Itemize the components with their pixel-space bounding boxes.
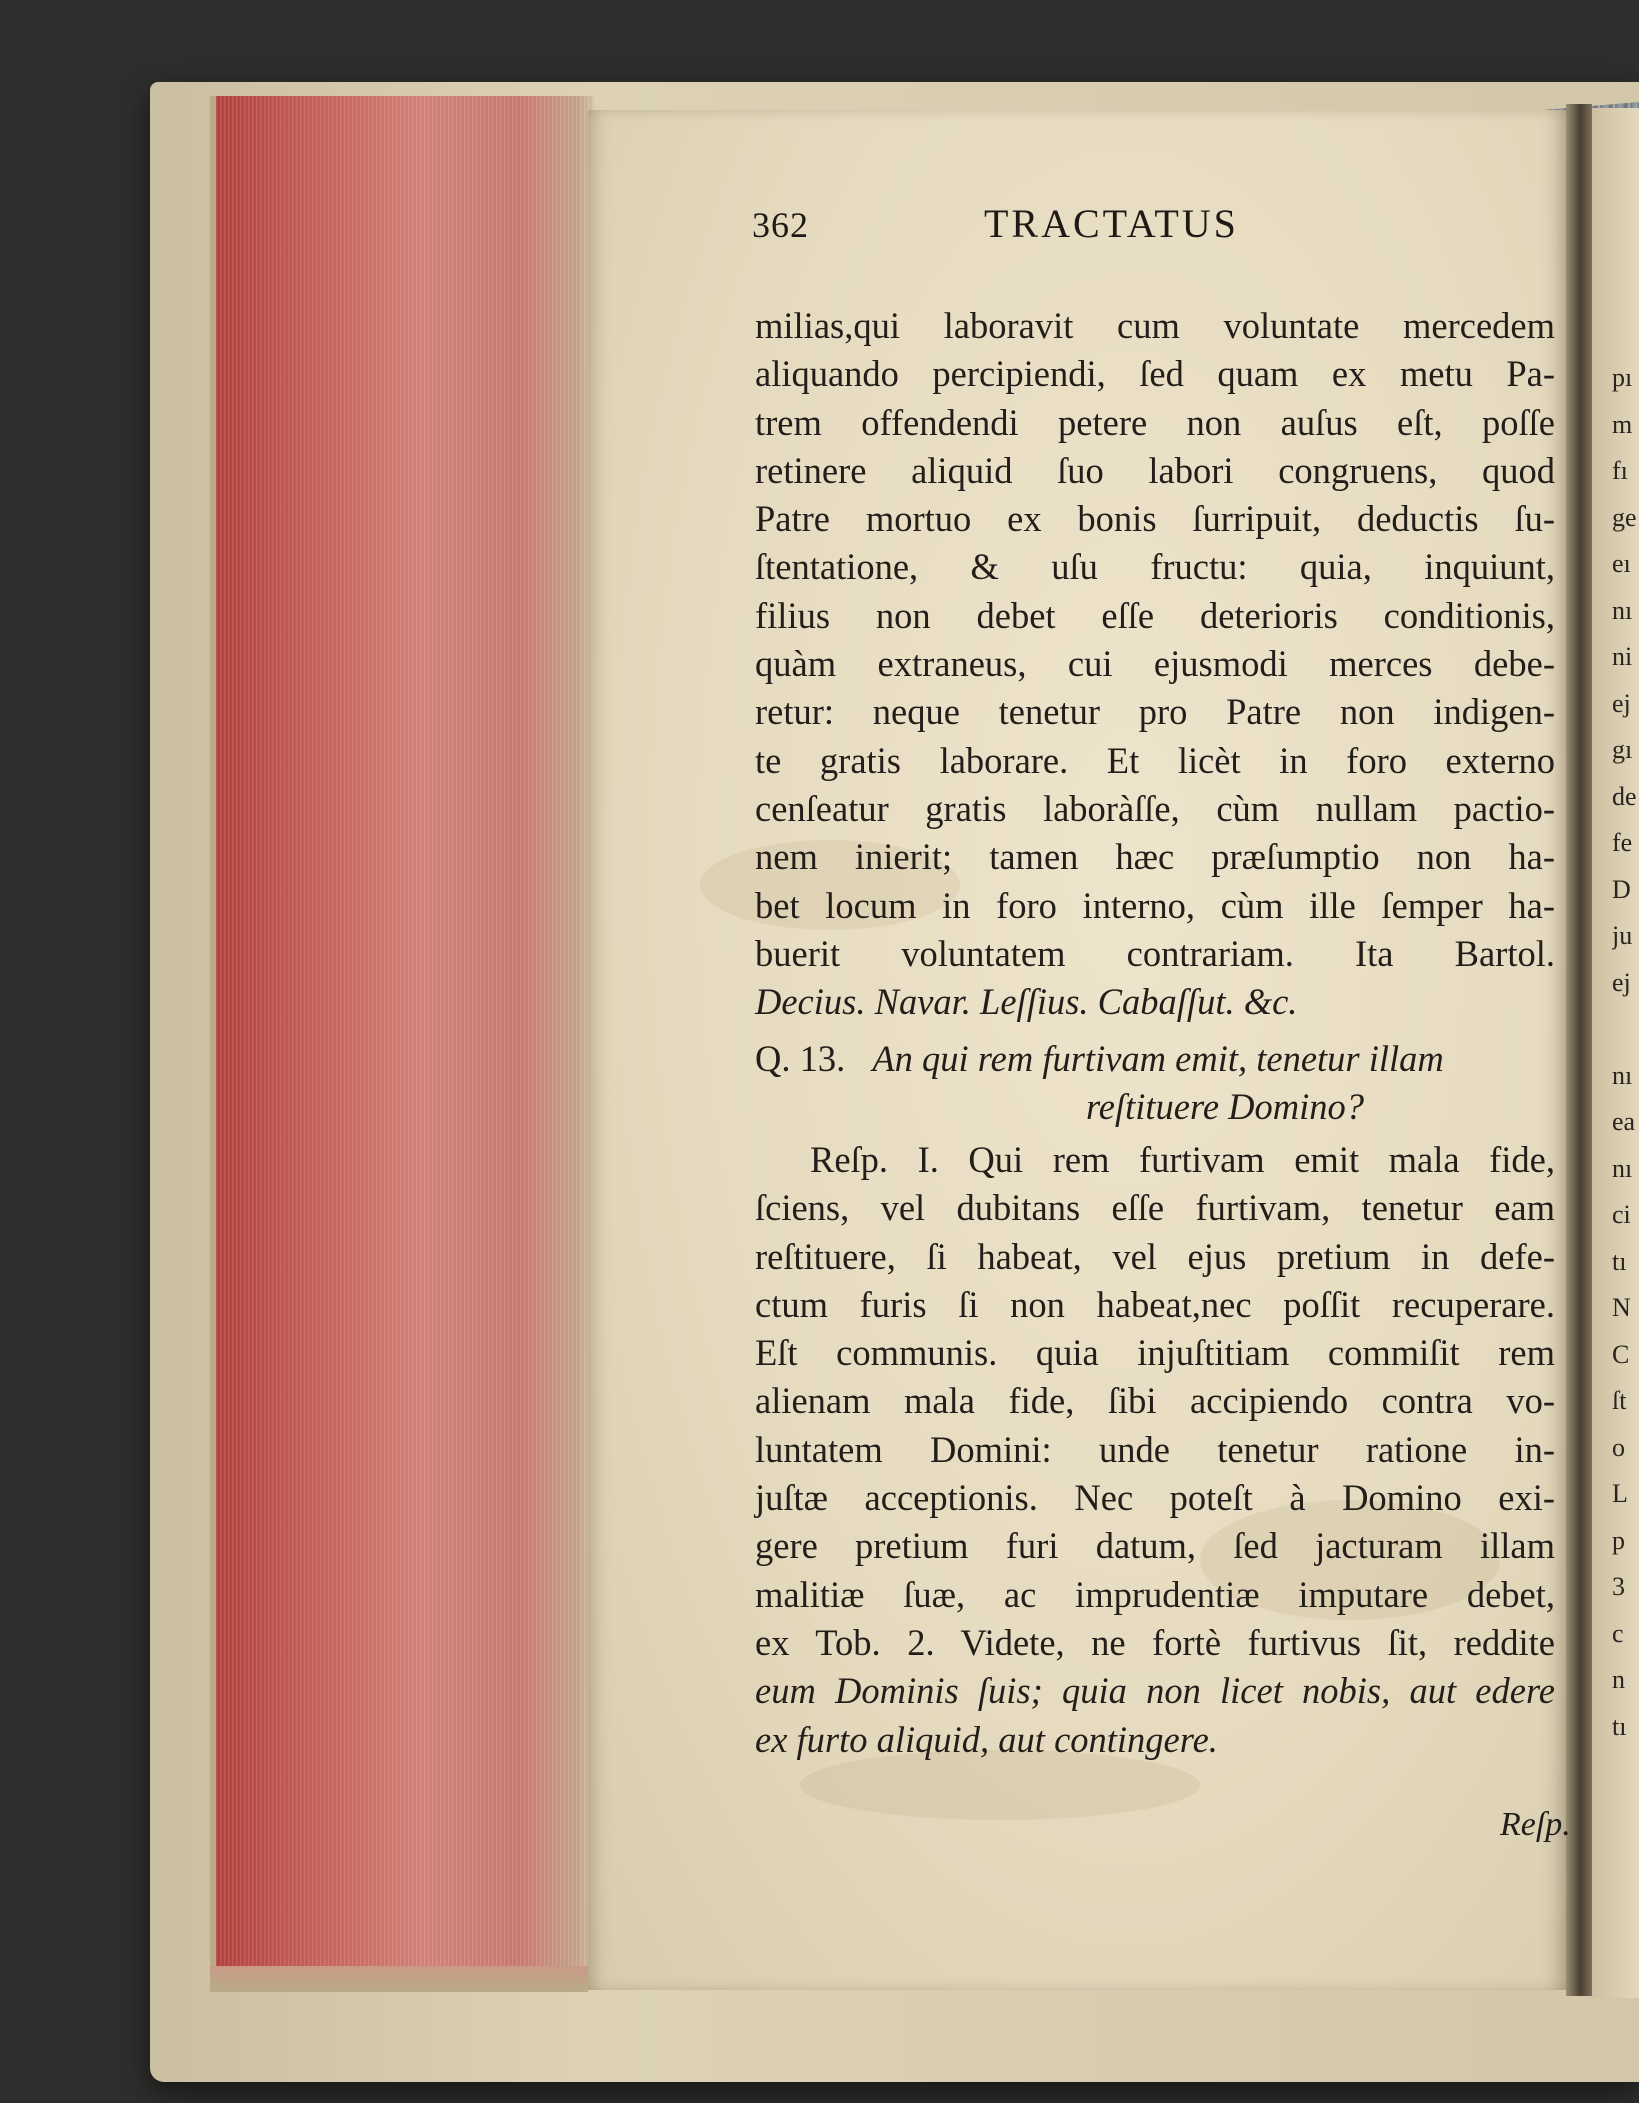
text-line: Eſt communis. quia injuſtitiam commiſit rem [755,1332,1555,1374]
facing-page-line: gı [1612,735,1633,764]
text-line: trem offendendi petere non auſus eſt, poſſe [755,401,1555,443]
text-line: reſtituere, ſi habeat, vel ejus pretium in defe- [755,1235,1555,1277]
text-line: Decius. Navar. Leſſius. Cabaſſut. &c. [755,981,1298,1023]
text-line: Reſp. I. Qui rem furtivam emit mala fide, [810,1139,1555,1180]
text-line: ſtentatione, & uſu fructu: quia, inquiunt, [755,546,1555,588]
facing-page-line: L [1612,1479,1628,1508]
red-fore-edge [210,96,594,1976]
catchword: Reſp. [1500,1806,1571,1843]
text-line: cenſeatur gratis laboràſſe, cùm nullam pactio- [755,787,1555,829]
question-heading [755,1035,1555,1132]
facing-page-line: ge [1612,502,1637,532]
facing-page-line: de [1612,781,1637,811]
facing-page-line: ci [1612,1200,1631,1229]
facing-page-line: c [1612,1618,1624,1648]
text-line: retinere aliquid ſuo labori congruens, quod [755,449,1555,491]
text-line: alienam mala fide, ſibi accipiendo contra vo- [755,1380,1555,1422]
facing-page-line: ea [1612,1107,1636,1136]
text-line: nem inierit; tamen hæc præſumptio non ha- [755,836,1555,878]
facing-page-line: m [1612,409,1633,439]
fore-edge-bottom [210,1966,588,1992]
text-line: eum Dominis ſuis; quia non licet nobis, aut edere [755,1670,1555,1712]
facing-page-line: fı [1612,456,1628,485]
text-line: filius non debet eſſe deterioris conditionis, [755,594,1555,636]
facing-page-line: nı [1612,1060,1633,1090]
text-line: ſciens, vel dubitans eſſe furtivam, tenetur eam [755,1187,1555,1229]
facing-page-line: N [1612,1293,1631,1322]
facing-page-line: ej [1612,967,1631,997]
facing-page-line: ju [1612,921,1633,950]
facing-page-line: ni [1612,642,1633,671]
question-line: reſtituere Domino? [1085,1086,1365,1128]
paragraph-1 [755,302,1555,1026]
running-title: TRACTATUS [984,201,1239,246]
text-line: milias,qui laboravit cum voluntate mercedem [755,305,1555,346]
facing-page-text [1612,355,1639,1750]
question-text: An qui rem furtivam emit, tenetur illam [872,1038,1444,1079]
facing-page-line: tı [1612,1711,1627,1741]
facing-page-line: p [1612,1525,1625,1555]
text-line: ctum furis ſi non habeat,nec poſſit recuperare. [755,1283,1555,1325]
page-number: 362 [752,205,809,245]
text-line: quàm extraneus, cui ejusmodi merces debe- [755,643,1555,685]
text-line: juſtæ acceptionis. Nec poteſt à Domino exi- [755,1477,1555,1519]
facing-page-line: pı [1612,363,1633,392]
facing-page-line: D [1612,874,1631,904]
facing-page-line: ej [1612,688,1631,718]
text-line: aliquando percipiendi, ſed quam ex metu Pa- [755,353,1555,395]
text-line: ex furto aliquid, aut contingere. [755,1718,1218,1760]
facing-page-line [1612,1006,1639,1053]
facing-page-line: o [1612,1432,1625,1462]
facing-page-line: 3 [1612,1572,1625,1601]
text-line: ex Tob. 2. Videte, ne fortè furtivus ſit, reddite [755,1621,1555,1663]
text-line: gere pretium furi datum, ſed jacturam illam [755,1525,1555,1567]
text-line: retur: neque tenetur pro Patre non indigen- [755,691,1555,733]
text-line: Patre mortuo ex bonis ſurripuit, deductis ſu- [755,498,1555,540]
page-gutter [1566,104,1592,1996]
question-line [755,1035,1555,1083]
facing-page-line: tı [1612,1246,1627,1276]
facing-page-line: nı [1612,595,1633,625]
facing-page-line: C [1612,1339,1630,1369]
facing-page-line: eı [1612,549,1631,578]
paragraph-2 [755,1136,1555,1764]
facing-page-line: ſt [1612,1386,1627,1415]
text-line: buerit voluntatem contrariam. Ita Bartol. [755,932,1555,974]
text-line: bet locum in foro interno, cùm ille ſemper ha- [755,884,1555,926]
text-line: malitiæ ſuæ, ac imprudentiæ imputare debet, [755,1573,1555,1615]
facing-page-line: nı [1612,1153,1633,1183]
question-number: Q. 13. [755,1038,846,1079]
text-line: luntatem Domini: unde tenetur ratione in- [755,1428,1555,1470]
facing-page-line: n [1612,1665,1625,1694]
facing-page-line: fe [1612,828,1633,857]
text-line: te gratis laborare. Et licèt in foro externo [755,739,1555,781]
